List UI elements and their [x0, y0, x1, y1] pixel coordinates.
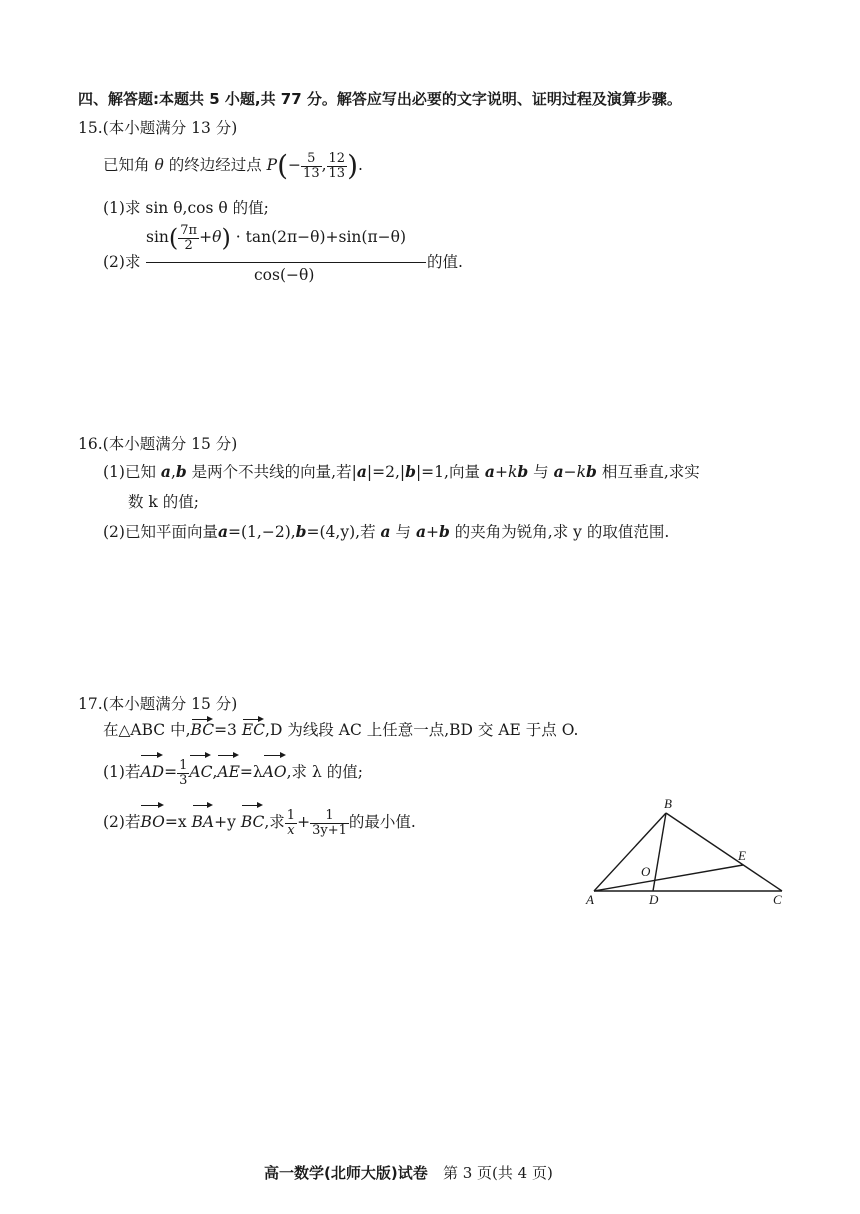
- q15-part2-inner-frac: $\frac{7\pi}{2}$: [180, 223, 198, 253]
- q17-part2: (2)若BO=x BA+y BC,求 $\frac{1}{x}$ + $\frac{1}{3y+1}$ 的最小值.: [103, 802, 416, 837]
- q17-part2-frac1: $\frac{1}{x}$: [286, 807, 296, 838]
- label-D: D: [649, 892, 659, 907]
- label-E: E: [738, 848, 746, 863]
- q15-stem-prefix: 已知角: [103, 156, 150, 174]
- footer-page-number: 第 3 页(共 4 页): [442, 1164, 553, 1182]
- q15-point-x-frac: $\frac{5}{13}$: [303, 150, 320, 181]
- q15-part2-numerator: sin( $\frac{7\pi}{2}$ +θ) · tan(2π−θ)+sin(π−θ): [146, 223, 407, 253]
- q15-part2-fraction-bar: [146, 262, 426, 263]
- q16-part1-line1: (1)已知 a,b 是两个不共线的向量,若|a|=2,|b|=1,向量 a+kb 与 a−kb 相互垂直,求实: [103, 462, 700, 481]
- q16-header: 16.(本小题满分 15 分): [78, 435, 238, 453]
- q15-part2-prefix: (2)求: [103, 253, 141, 271]
- segment-AE: [594, 865, 743, 891]
- q15-part2-num-tail: · tan(2π−θ)+sin(π−θ): [235, 228, 407, 247]
- segment-BC: [666, 813, 782, 891]
- q15-header: 15.(本小题满分 13 分): [78, 119, 238, 137]
- q15-part2-suffix: 的值.: [427, 253, 463, 271]
- page-footer: [264, 1162, 553, 1183]
- footer-title: 高一数学(北师大版)试卷: [264, 1164, 428, 1182]
- q15-part1: (1)求 sin θ,cos θ 的值;: [103, 199, 269, 217]
- q17-header: 17.(本小题满分 15 分): [78, 695, 238, 713]
- q15-part2-denominator: cos(−θ): [254, 266, 315, 284]
- section-title: 四、解答题:本题共 5 小题,共 77 分。解答应写出必要的文字说明、证明过程及演算步骤。: [78, 90, 682, 108]
- label-B: B: [664, 796, 672, 811]
- triangle-figure: [582, 790, 792, 910]
- q15-stem: 已知角 θ 的终边经过点 P(− $\frac{5}{13}$ , $\frac{12}{13}$ ).: [103, 149, 363, 182]
- q17-part1-frac: $\frac{1}{3}$: [179, 757, 188, 788]
- q17-part2-frac2: $\frac{1}{3y+1}$: [312, 807, 347, 838]
- label-A: A: [586, 892, 594, 907]
- q15-stem-mid: 的终边经过点: [168, 156, 262, 174]
- label-C: C: [773, 892, 782, 907]
- q16-part1-line2: 数 k 的值;: [128, 493, 199, 511]
- q16-part2: (2)已知平面向量a=(1,−2),b=(4,y),若 a 与 a+b 的夹角为锐角,求 y 的取值范围.: [103, 522, 670, 541]
- q15-point-y-frac: $\frac{12}{13}$: [328, 150, 346, 181]
- q17-stem: 在△ABC 中,BC=3 EC,D 为线段 AC 上任意一点,BD 交 AE 于点 O.: [103, 716, 578, 740]
- q17-part1: (1)若AD= $\frac{1}{3}$ AC,AE=λAO,求 λ 的值;: [103, 752, 363, 787]
- label-O: O: [641, 864, 651, 879]
